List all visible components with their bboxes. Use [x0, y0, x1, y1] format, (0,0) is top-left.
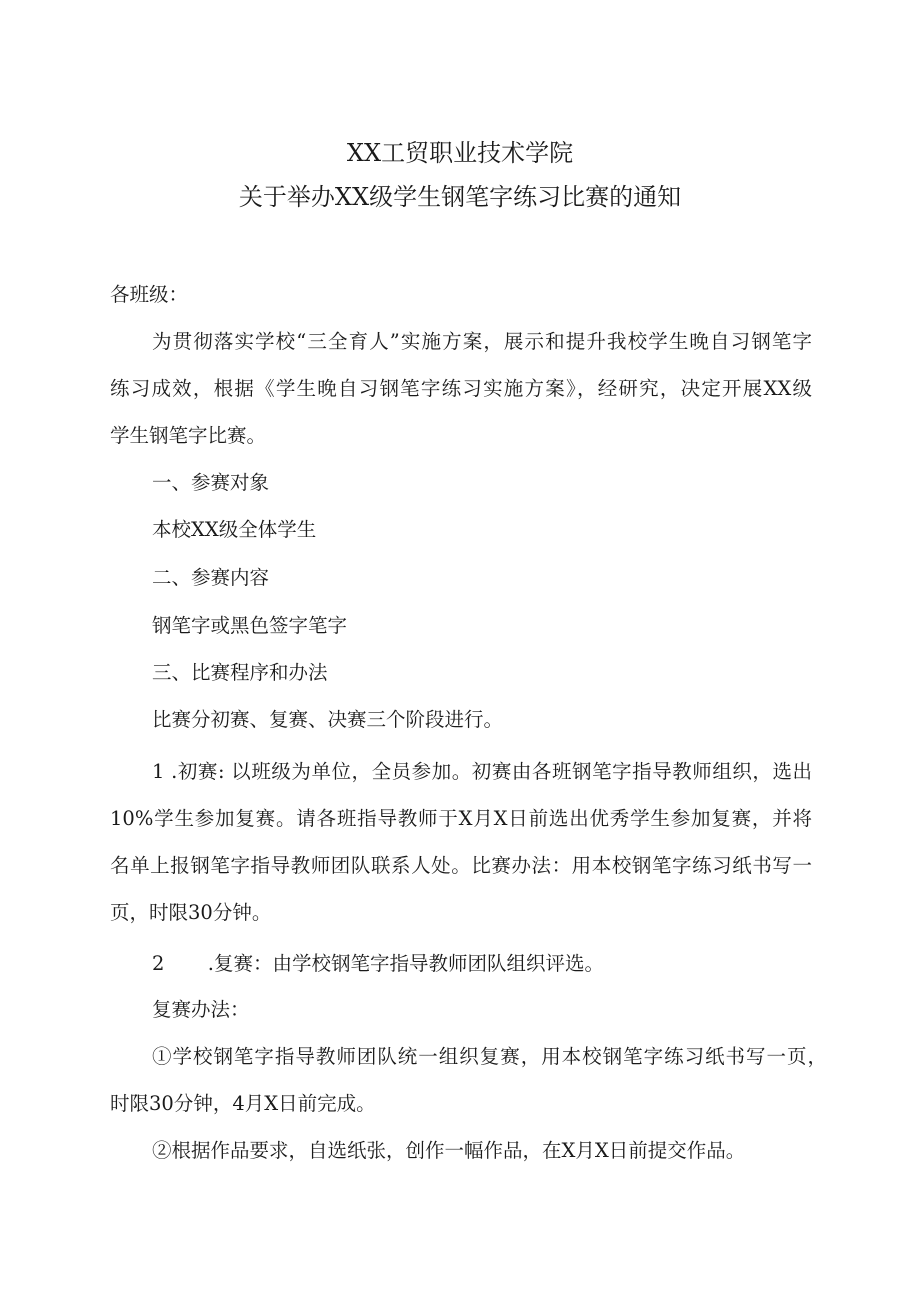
method1-line-2: 时限30分钟，4月X日前完成。 [110, 1092, 376, 1115]
method-heading: 复赛办法： [152, 998, 250, 1021]
item1-line-2: 10%学生参加复赛。请各班指导教师于X月X日前选出优秀学生参加复赛，并将 [110, 807, 812, 830]
section1-heading: 一、参赛对象 [152, 471, 270, 494]
section2-text: 钢笔字或黑色签字笔字 [152, 614, 348, 637]
section1-text: 本校XX级全体学生 [152, 518, 317, 541]
method1-line-1: ①学校钢笔字指导教师团队统一组织复赛，用本校钢笔字练习纸书写一页， [152, 1045, 827, 1068]
intro-line-3: 学生钢笔字比赛。 [110, 424, 267, 447]
intro-line-2: 练习成效，根据《学生晚自习钢笔字练习实施方案》，经研究，决定开展XX级 [110, 377, 812, 400]
intro-line-1: 为贯彻落实学校“三全育人”实施方案，展示和提升我校学生晚自习钢笔字 [152, 330, 812, 353]
section3-heading: 三、比赛程序和办法 [152, 661, 328, 684]
section3-text: 比赛分初赛、复赛、决赛三个阶段进行。 [152, 708, 504, 731]
item1-line-4: 页，时限30分钟。 [110, 901, 272, 924]
title-school: XX工贸职业技术学院 [346, 139, 574, 167]
item1-line-3: 名单上报钢笔字指导教师团队联系人处。比赛办法：用本校钢笔字练习纸书写一 [110, 854, 812, 877]
item2: 2 .复赛：由学校钢笔字指导教师团队组织评选。 [152, 952, 604, 975]
method2: ②根据作品要求，自选纸张，创作一幅作品，在X月X日前提交作品。 [152, 1139, 746, 1162]
section2-heading: 二、参赛内容 [152, 566, 270, 589]
salutation: 各班级： [110, 283, 189, 306]
title-notice: 关于举办XX级学生钢笔字练习比赛的通知 [238, 183, 682, 211]
item1-line-1: 1 .初赛: 以班级为单位，全员参加。初赛由各班钢笔字指导教师组织，选出 [152, 760, 812, 783]
